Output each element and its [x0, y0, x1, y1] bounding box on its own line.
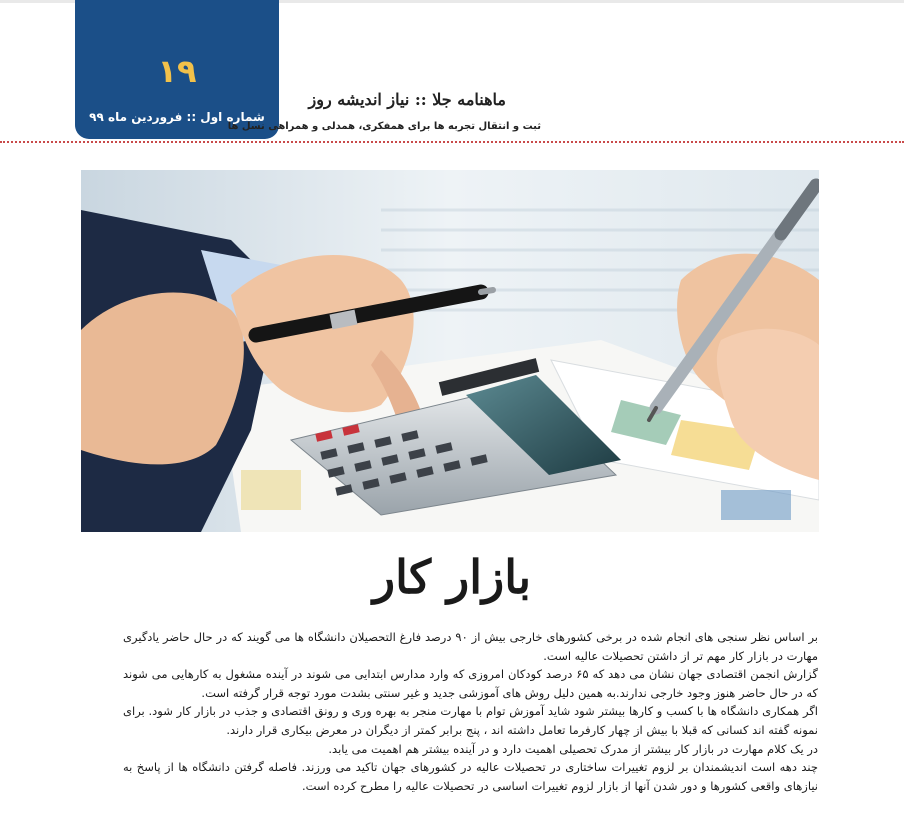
article-title: بازار کار: [372, 550, 532, 604]
issue-badge: [75, 0, 279, 139]
paragraph: اگر همکاری دانشگاه ها با کسب و کارها بیشتر شود شاید آموزش توام با مهارت منجر به بهره وری و رونق اقتصادی و جذب در بازار کار شود. برای نمونه گفته اند کسانی که قبلا با بیش از چهار کارفرما تعامل داشته اند ، پنج برابر کمتر از دیگران در معرض بیکاری قرار دارند.: [123, 704, 818, 737]
paragraph: چند دهه است اندیشمندان بر لزوم تغییرات ساختاری در تحصیلات عالیه در کشورهای جهان تاکید می ورزند. فاصله گرفتن دانشگاه ها از پاسخ به نیازهای واقعی کشورها و دور شدن آنها از بازار لزوم تغییرات اساسی در تحصیلات عالیه را مطرح کرده است.: [123, 760, 818, 793]
article-body: [123, 628, 818, 795]
header-divider: [0, 141, 904, 143]
paragraph: گزارش انجمن اقتصادی جهان نشان می دهد که ۶۵ درصد کودکان امروزی که وارد مدارس ابتدایی می شوند در آینده مشغول به کارهایی می شوند که در حال حاضر هنوز وجود خارجی ندارند.به همین دلیل روش های آموزشی جدید و غیر سنتی بشدت مورد توجه قرار گرفته است.: [123, 667, 818, 700]
paragraph: بر اساس نظر سنجی های انجام شده در برخی کشورهای خارجی بیش از ۹۰ درصد فارغ التحصیلان دانشگاه ها می گویند که در حال حاضر یادگیری مهارت در بازار کار مهم تر از داشتن تحصیلات عالیه است.: [123, 630, 818, 663]
issue-label: شماره اول :: فروردین ماه ۹۹: [89, 110, 265, 124]
paragraph: در یک کلام مهارت در بازار کار بیشتر از مدرک تحصیلی اهمیت دارد و در آینده بیشتر هم اهمیت می یابد.: [328, 741, 818, 756]
magazine-title: ماهنامه جلا :: نیاز اندیشه روز: [308, 90, 506, 109]
magazine-subtitle: ثبت و انتقال تجربه ها برای همفکری، همدلی و همراهی نسل ها: [227, 121, 541, 132]
page-number: ۱۹: [157, 52, 197, 90]
article-photo: [81, 170, 819, 532]
